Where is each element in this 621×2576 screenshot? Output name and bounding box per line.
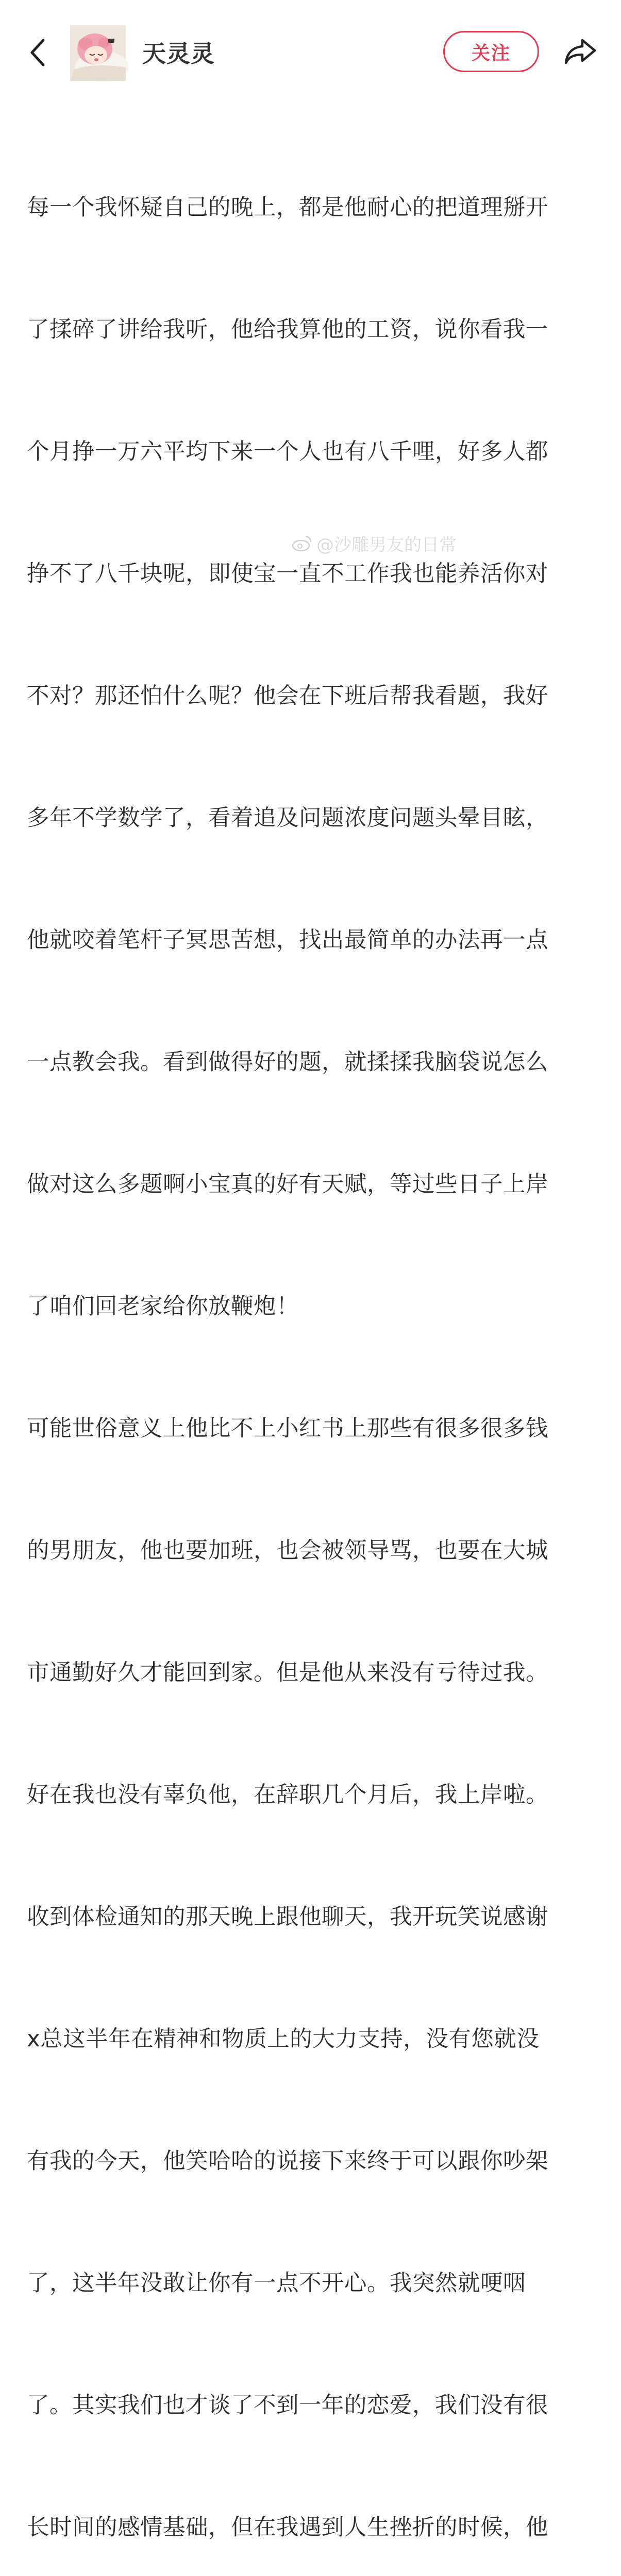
- text-line: 了咱们回老家给你放鞭炮！: [27, 1294, 299, 1319]
- text-line: 个月挣一万六平均下来一个人也有八千哩，好多人都: [27, 439, 548, 465]
- share-button[interactable]: [560, 33, 601, 70]
- follow-button[interactable]: 关注: [443, 31, 539, 72]
- text-line: 可能世俗意义上他比不上小红书上那些有很多很多钱: [27, 1416, 548, 1442]
- text-line: 每一个我怀疑自己的晚上，都是他耐心的把道理掰开: [27, 195, 548, 221]
- text-line: 他就咬着笔杆子冥思苦想，找出最简单的办法再一点: [27, 927, 548, 953]
- avatar-image: [70, 25, 126, 81]
- text-line: 好在我也没有辜负他，在辞职几个月后，我上岸啦。: [27, 1782, 548, 1808]
- back-button[interactable]: [21, 32, 54, 73]
- post-header: [0, 0, 621, 103]
- text-line: 了揉碎了讲给我听，他给我算他的工资，说你看我一: [27, 317, 548, 343]
- chevron-left-icon: [28, 37, 46, 68]
- text-line: 挣不了八千块呢，即使宝一直不工作我也能养活你对: [27, 561, 548, 587]
- text-line: 多年不学数学了，看着追及问题浓度问题头晕目眩，: [27, 805, 548, 831]
- text-line: x总这半年在精神和物质上的大力支持，没有您就没: [27, 2026, 540, 2052]
- text-line: 了。其实我们也才谈了不到一年的恋爱，我们没有很: [27, 2393, 548, 2418]
- avatar[interactable]: [70, 25, 126, 81]
- text-line: 收到体检通知的那天晚上跟他聊天，我开玩笑说感谢: [27, 1904, 548, 1930]
- text-line: 有我的今天，他笑哈哈的说接下来终于可以跟你吵架: [27, 2148, 548, 2174]
- username[interactable]: 天灵灵: [142, 40, 215, 67]
- post-content: [27, 106, 594, 2576]
- text-line: 不对？那还怕什么呢？他会在下班后帮我看题，我好: [27, 683, 548, 709]
- text-line: 的男朋友，他也要加班，也会被领导骂，也要在大城: [27, 1538, 548, 1564]
- text-line: 做对这么多题啊小宝真的好有天赋，等过些日子上岸: [27, 1172, 548, 1197]
- text-line: 一点教会我。看到做得好的题，就揉揉我脑袋说怎么: [27, 1049, 548, 1075]
- text-line: 市通勤好久才能回到家。但是他从来没有亏待过我。: [27, 1660, 548, 1686]
- text-line: 了，这半年没敢让你有一点不开心。我突然就哽咽: [27, 2270, 526, 2296]
- share-arrow-icon: [564, 37, 597, 66]
- watermark-text: @沙雕男友的日常: [316, 534, 457, 555]
- text-line: 长时间的感情基础，但在我遇到人生挫折的时候，他: [27, 2515, 548, 2540]
